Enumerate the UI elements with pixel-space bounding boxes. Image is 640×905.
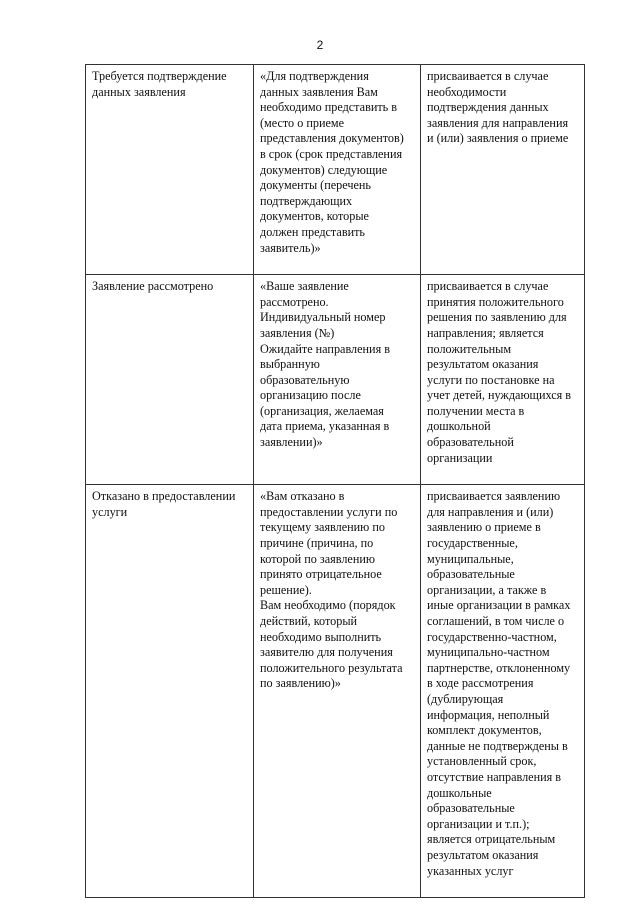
description-text: присваивается заявлению для направления и (или) заявлению о приеме в государственные, муниципальные, образовательные организации, а также в иные организации в рамках соглашений, в том числе о государственно-частном, муниципально-частном партнерстве, отклоненному в ходе рассмотрения (дублирующая информация, неполный комплект документов, данные не подтверждены в установленный срок, отсутствие направления в дошкольные образовательные организации и т.п.); является отрицательным результатом оказания указанных услуг bbox=[427, 489, 571, 878]
status-cell bbox=[86, 275, 254, 485]
description-cell bbox=[421, 485, 585, 898]
status-text: Требуется подтверждение данных заявления bbox=[92, 69, 227, 99]
status-cell bbox=[86, 485, 254, 898]
message-cell bbox=[254, 275, 421, 485]
message-text: «Вам отказано в предоставлении услуги по текущему заявлению по причине (причина, по которой по заявлению принято отрицательное решение). Вам необходимо (порядок действий, который необходимо выполнить заявителю для получения положительного результата по заявлению)» bbox=[260, 489, 403, 691]
table-row bbox=[86, 275, 585, 485]
status-cell bbox=[86, 65, 254, 275]
status-text: Заявление рассмотрено bbox=[92, 279, 214, 294]
message-cell bbox=[254, 65, 421, 275]
status-table bbox=[85, 64, 585, 898]
table-row bbox=[86, 485, 585, 898]
description-text: присваивается в случае принятия положительного решения по заявлению для направления; является положительным результатом оказания услуги по постановке на учет детей, нуждающихся в получении места в дошкольной образовательной организации bbox=[427, 279, 572, 465]
status-text: Отказано в предоставлении услуги bbox=[92, 489, 236, 519]
page-number: 2 bbox=[316, 38, 324, 52]
description-cell bbox=[421, 65, 585, 275]
message-text: «Для подтверждения данных заявления Вам необходимо представить в (место о приеме представления документов) в срок (срок представления документов) следующие документы (перечень подтверждающих документов, которые должен представить заявитель)» bbox=[260, 69, 404, 255]
message-text: «Ваше заявление рассмотрено. Индивидуальный номер заявления (№) Ожидайте направления в выбранную образовательную организацию после (организация, желаемая дата приема, указанная в заявлении)» bbox=[260, 279, 390, 450]
table-row bbox=[86, 65, 585, 275]
description-text: присваивается в случае необходимости подтверждения данных заявления для направления и (или) заявления о приеме bbox=[427, 69, 569, 146]
description-cell bbox=[421, 275, 585, 485]
message-cell bbox=[254, 485, 421, 898]
